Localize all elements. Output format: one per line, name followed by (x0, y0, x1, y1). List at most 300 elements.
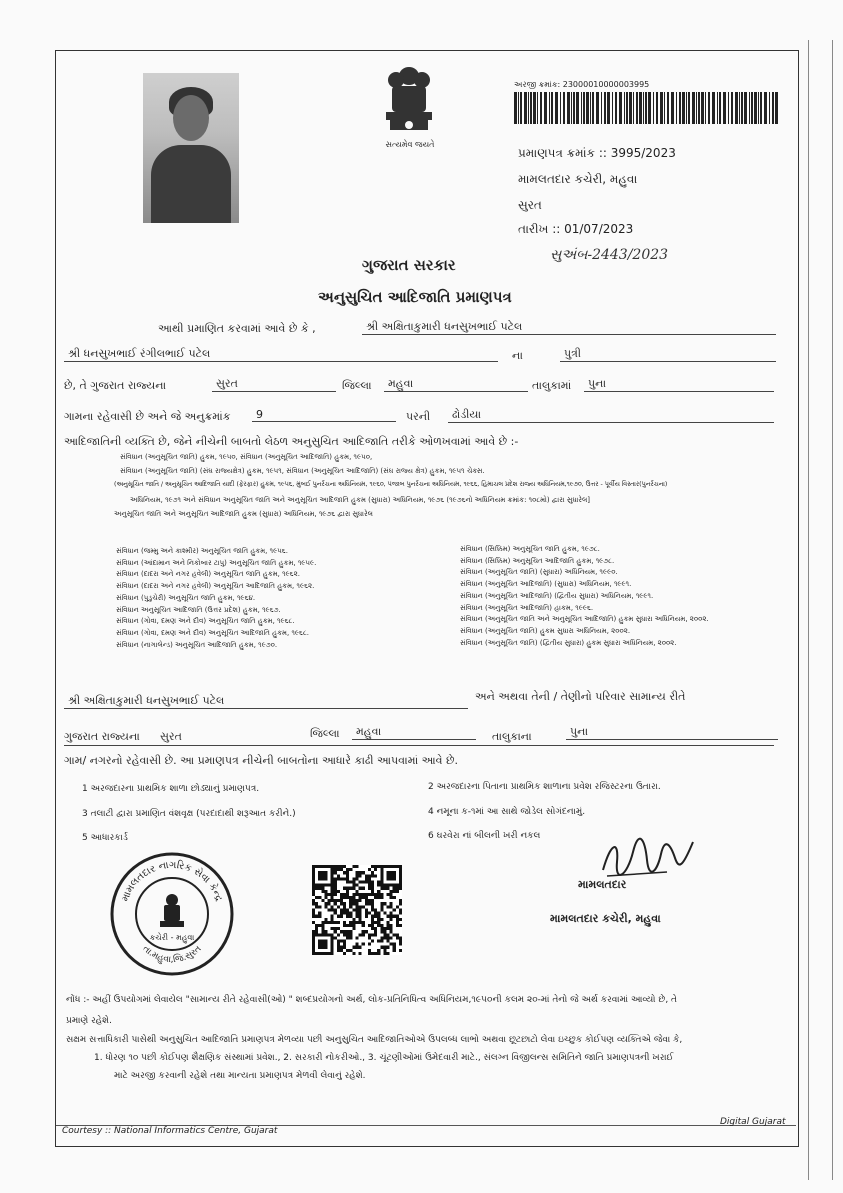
barcode-bar (667, 92, 669, 124)
qr-module (359, 946, 362, 949)
qr-module (371, 887, 374, 890)
qr-module (349, 933, 352, 936)
qr-module (349, 868, 352, 871)
qr-module (377, 918, 380, 921)
barcode-bar (739, 92, 740, 124)
qr-module (324, 930, 327, 933)
orders-right-column (460, 544, 709, 649)
government-title: ગુજરાત સરકાર (362, 256, 456, 274)
qr-module (362, 896, 365, 899)
qr-module (328, 921, 331, 924)
qr-module (374, 912, 377, 915)
qr-module (359, 874, 362, 877)
qr-module (368, 877, 371, 880)
qr-module (380, 936, 383, 939)
qr-module (380, 924, 383, 927)
qr-module (371, 893, 374, 896)
qr-module (386, 933, 389, 936)
qr-module (380, 893, 383, 896)
qr-module (368, 912, 371, 915)
qr-module (386, 871, 395, 880)
barcode-bar (671, 92, 674, 124)
qr-module (318, 887, 321, 890)
qr-module (371, 881, 374, 884)
seal-bottom-text: તા.મહુવા,જિ.સુરત (140, 944, 204, 966)
qr-module (352, 887, 355, 890)
qr-module (371, 915, 374, 918)
qr-module (390, 896, 393, 899)
qr-module (355, 899, 358, 902)
qr-module (368, 933, 371, 936)
qr-module (343, 933, 346, 936)
qr-module (334, 912, 337, 915)
note-line: 1. ધોરણ ૧૦ પછી કોઈપણ શૈક્ષણિક સંસ્થામાં પ્રવેશ., 2. સરકારી નોકરીઓ., 3. ચૂંટણીઓમાં ઉમેદવારી માટે., સંલગ્ન વિજીલન્સ સમિતિને જાતિ પ્રમાણપત્રની ખરાઈ (94, 1053, 674, 1063)
order-item: સંવિધાન (સિક્કિમ) અનુસૂચિત આદિજાતિ હુકમ, ૧૯૭૮. (460, 556, 615, 565)
qr-module (324, 890, 327, 893)
qr-module (377, 949, 380, 952)
qr-module (371, 905, 374, 908)
barcode-bar (769, 92, 770, 124)
qr-module (324, 902, 327, 905)
qr-module (315, 887, 318, 890)
qr-module (377, 881, 380, 884)
qr-module (390, 936, 393, 939)
qr-module (380, 908, 383, 911)
qr-module (340, 865, 343, 868)
qr-module (399, 939, 402, 942)
qr-module (331, 921, 334, 924)
seal-inner-text: કચેરી - મહુવા (149, 933, 195, 942)
qr-module (334, 877, 337, 880)
qr-module (399, 949, 402, 952)
barcode-bar (723, 92, 726, 124)
document-item: 6 ઘરવેરા નાં બીલની ખરી નકલ (428, 831, 541, 841)
footer-courtesy: Courtesy :: National Informatics Centre, Gujarat (62, 1126, 278, 1136)
qr-module (362, 893, 365, 896)
qr-module (374, 921, 377, 924)
qr-module (349, 936, 352, 939)
barcode-bar (524, 92, 527, 124)
qr-module (390, 924, 393, 927)
qr-module (349, 924, 352, 927)
of-label: ના (512, 349, 523, 362)
qr-module (390, 893, 393, 896)
qr-module (352, 924, 355, 927)
qr-module (377, 921, 380, 924)
qr-module (343, 896, 346, 899)
qr-module (334, 887, 337, 890)
barcode-bar (629, 92, 632, 124)
barcode-bar (560, 92, 561, 124)
qr-module (359, 871, 362, 874)
district-value: સુરત (212, 377, 336, 392)
qr-module (352, 884, 355, 887)
qr-module (359, 899, 362, 902)
qr-module (386, 921, 389, 924)
qr-module (377, 896, 380, 899)
qr-module (312, 899, 315, 902)
qr-module (380, 902, 383, 905)
qr-module (331, 890, 334, 893)
qr-module (334, 871, 337, 874)
qr-module (371, 918, 374, 921)
qr-module (399, 943, 402, 946)
residence-underline (64, 745, 774, 746)
qr-module (340, 868, 343, 871)
qr-module (371, 871, 374, 874)
qr-module (377, 939, 380, 942)
qr-module (312, 915, 315, 918)
qr-module (318, 939, 327, 948)
qr-module (390, 930, 393, 933)
qr-module (315, 927, 318, 930)
qr-module (337, 939, 340, 942)
qr-module (359, 881, 362, 884)
qr-module (343, 939, 346, 942)
qr-module (371, 927, 374, 930)
qr-module (396, 936, 399, 939)
barcode-bar (653, 92, 654, 124)
qr-module (390, 927, 393, 930)
qr-module (383, 927, 386, 930)
qr-module (328, 893, 331, 896)
qr-module (337, 915, 340, 918)
qr-module (321, 927, 324, 930)
qr-module (396, 918, 399, 921)
order-item: સંવિધાન (અનુસૂચિત આદિજાતિ) (સુધારા) અધિનિયમ, ૧૯૯૧. (460, 580, 632, 589)
qr-module (331, 927, 334, 930)
qr-module (331, 908, 334, 911)
qr-module (346, 893, 349, 896)
barcode-bar (563, 92, 565, 124)
barcode-bar (586, 92, 589, 124)
barcode-bar (573, 92, 575, 124)
qr-module (349, 881, 352, 884)
barcode-bar (664, 92, 665, 124)
qr-module (334, 865, 337, 868)
qr-module (349, 921, 352, 924)
barcode-bar (688, 92, 690, 124)
qr-code (312, 865, 402, 955)
barcode-bar (682, 92, 685, 124)
barcode-bar (604, 92, 606, 124)
qr-module (346, 868, 349, 871)
qr-module (331, 896, 334, 899)
qr-module (340, 930, 343, 933)
qr-module (371, 908, 374, 911)
qr-module (368, 943, 371, 946)
qr-module (355, 902, 358, 905)
qr-module (337, 921, 340, 924)
barcode-bar (633, 92, 634, 124)
qr-module (371, 890, 374, 893)
qr-module (321, 890, 324, 893)
footer-brand: Digital Gujarat (720, 1117, 786, 1127)
barcode-bar (571, 92, 572, 124)
qr-module (374, 927, 377, 930)
qr-module (340, 899, 343, 902)
qr-module (362, 887, 365, 890)
qr-module (324, 921, 327, 924)
barcode-bar (775, 92, 778, 124)
qr-module (383, 887, 386, 890)
qr-module (396, 915, 399, 918)
qr-module (386, 905, 389, 908)
qr-module (346, 912, 349, 915)
qr-module (368, 868, 371, 871)
qr-module (343, 877, 346, 880)
barcode-bar (626, 92, 628, 124)
document-item: 3 તલાટી દ્વારા પ્રમાણિત વંશવૃક્ષ (પરદાદાથી શરૂઆત કરીને.) (82, 809, 296, 819)
qr-module (346, 890, 349, 893)
order-intro-line: સંવિધાન (અનુસૂચિત જાતિ) (સંઘ રાજ્યક્ષેત્ર) હુકમ, ૧૯૫૧, સંવિધાન (અનુસૂચિત આદિજાતિ) (સંઘ રાજ્ય ક્ષેત્ર) હુકમ, ૧૯૫૧ ચેક્સ. (120, 467, 485, 475)
qr-module (343, 946, 346, 949)
qr-module (334, 893, 337, 896)
qr-module (396, 933, 399, 936)
qr-module (362, 871, 365, 874)
barcode-bar (676, 92, 677, 124)
qr-module (318, 924, 321, 927)
qr-module (334, 930, 337, 933)
qr-module (374, 896, 377, 899)
qr-module (328, 902, 331, 905)
qr-module (374, 915, 377, 918)
qr-module (377, 884, 380, 887)
qr-module (374, 874, 377, 877)
qr-module (315, 924, 318, 927)
qr-module (359, 896, 362, 899)
qr-module (334, 884, 337, 887)
qr-module (337, 874, 340, 877)
qr-module (346, 936, 349, 939)
qr-module (331, 915, 334, 918)
document-item: 2 અરજદારના પિતાના પ્રાથમિક શાળાના પ્રવેશ રજિસ્ટરના ઉતારા. (428, 782, 661, 792)
barcode-bar (705, 92, 706, 124)
qr-module (371, 874, 374, 877)
qr-module (346, 881, 349, 884)
qr-module (371, 952, 374, 955)
barcode-bar (698, 92, 700, 124)
barcode-bar (660, 92, 663, 124)
barcode-bar (583, 92, 585, 124)
serial-value: 9 (252, 408, 396, 422)
qr-module (374, 865, 377, 868)
qr-module (312, 893, 315, 896)
residence-taluka-label: તાલુકાના (492, 730, 532, 743)
qr-module (383, 952, 386, 955)
qr-module (312, 908, 315, 911)
qr-module (337, 946, 340, 949)
qr-module (386, 939, 389, 942)
qr-module (368, 952, 371, 955)
qr-module (355, 871, 358, 874)
barcode-bar (719, 92, 721, 124)
qr-module (346, 908, 349, 911)
barcode-bar (530, 92, 532, 124)
qr-module (331, 887, 334, 890)
qr-module (315, 915, 318, 918)
qr-module (340, 912, 343, 915)
qr-module (340, 877, 343, 880)
qr-module (380, 939, 383, 942)
qr-module (321, 887, 324, 890)
qr-module (371, 924, 374, 927)
residence-village-value: પુના (566, 725, 778, 740)
qr-module (380, 927, 383, 930)
qr-module (355, 905, 358, 908)
barcode-bar (533, 92, 536, 124)
qr-module (334, 881, 337, 884)
qr-module (340, 893, 343, 896)
family-text: અને અથવા તેની / તેણીનો પરિવાર સામાન્ય રીતે (475, 690, 686, 703)
qr-module (340, 908, 343, 911)
handwritten-reference: સુઅંબ-2443/2023 (550, 247, 669, 263)
signature-icon (597, 832, 697, 882)
qr-module (349, 902, 352, 905)
barcode-bar (749, 92, 750, 124)
barcode-bar (592, 92, 594, 124)
qr-module (349, 930, 352, 933)
qr-module (315, 902, 318, 905)
qr-module (331, 893, 334, 896)
qr-module (374, 868, 377, 871)
qr-module (324, 893, 327, 896)
barcode-bar (520, 92, 522, 124)
qr-module (383, 933, 386, 936)
qr-module (346, 949, 349, 952)
qr-module (337, 943, 340, 946)
order-item: સંવિધાન (અનુસૂચિત આદિજાતિ) હાકમ, ૧૯૯૬. (460, 603, 594, 612)
qr-module (312, 912, 315, 915)
svg-text:તા.મહુવા,જિ.સુરત (141, 944, 204, 965)
barcode-bar (636, 92, 638, 124)
qr-module (371, 899, 374, 902)
qr-module (349, 905, 352, 908)
qr-module (396, 890, 399, 893)
taluka-label: તાલુકામાં (532, 379, 572, 392)
barcode-bar (648, 92, 651, 124)
qr-module (318, 912, 321, 915)
qr-module (346, 930, 349, 933)
qr-module (380, 946, 383, 949)
scan-edge-line (808, 40, 809, 1180)
qr-module (340, 902, 343, 905)
qr-module (386, 924, 389, 927)
order-item: સંવિધાન (પુડુચેરી) અનુસૂચિત જાતિ હુકમ, ૧૯૬૪. (116, 593, 256, 602)
qr-module (396, 905, 399, 908)
barcode-bar (717, 92, 718, 124)
barcode-bar (601, 92, 602, 124)
issue-date: તારીખ :: 01/07/2023 (518, 222, 634, 236)
qr-module (318, 915, 321, 918)
qr-module (393, 887, 396, 890)
qr-module (368, 949, 371, 952)
certify-intro: આથી પ્રમાણિત કરવામાં આવે છે કે , (158, 322, 316, 335)
qr-module (383, 912, 386, 915)
qr-module (371, 865, 374, 868)
qr-module (377, 890, 380, 893)
barcode-bar (735, 92, 738, 124)
barcode-bar (549, 92, 550, 124)
qr-module (340, 896, 343, 899)
order-item: સંવિધાન (અનુસૂચિત આદિજાતિ) (દ્વિતીય સુધારા) અધિનિયમ, ૧૯૯૧. (460, 591, 654, 600)
qr-module (355, 874, 358, 877)
qr-module (359, 915, 362, 918)
qr-module (368, 924, 371, 927)
qr-module (399, 924, 402, 927)
issuing-office: મામલતદાર કચેરી, મહુવા (518, 172, 638, 186)
qr-module (355, 884, 358, 887)
qr-module (337, 899, 340, 902)
qr-module (343, 908, 346, 911)
state-prefix: છે, તે ગુજરાત રાજ્યના (64, 379, 167, 392)
qr-module (380, 930, 383, 933)
qr-module (365, 877, 368, 880)
qr-module (352, 893, 355, 896)
qr-module (346, 887, 349, 890)
order-item: સંવિધાન (અનુસૂચિત જાતિ) (સુધારા) અધિનિયમ, ૧૯૯૦. (460, 568, 618, 577)
qr-module (390, 890, 393, 893)
order-item: સંવિધાન અનુસૂચિત આદિજાતિ (ઉત્તર પ્રદેશ) હુકમ, ૧૯૬૭. (116, 605, 281, 614)
qr-module (371, 902, 374, 905)
national-emblem-icon (378, 62, 440, 136)
qr-module (349, 949, 352, 952)
qr-module (352, 899, 355, 902)
qr-module (362, 921, 365, 924)
qr-module (399, 902, 402, 905)
barcode-bar (741, 92, 743, 124)
qr-module (343, 943, 346, 946)
qr-module (393, 949, 396, 952)
qr-module (349, 896, 352, 899)
order-intro-line: (અનુસૂચિત જાતિ / અનુસૂચિત આદિજાતિ યાદી (ફેરફાર) હુકમ, ૧૯૫૬, મુંબઈ પુનર્રચના અધિનિયમ, ૧૯૬૦, પંજાબ પુનર્રચના અધિનિયમ, ૧૯૬૬, હિમાચલ પ્રદેશ રાજ્ય અધિનિયમ,૧૯૭૦, ઉત્તર - પૂર્વીય વિસ્તાર(પુનર્રચના) (114, 481, 668, 488)
qr-module (334, 868, 337, 871)
qr-module (362, 905, 365, 908)
qr-module (349, 887, 352, 890)
order-item: સંવિધાન (જમ્મુ અને કાશ્મીર) અનુસૂચિત જાતિ હુકમ, ૧૯૫૬. (116, 547, 288, 555)
order-item: સંવિધાન (અનુસૂચિત જાતિ અને અનુસૂચિત આદિજાતિ) હુકમ સુધારા અધિનિયમ, ૨૦૦૨. (460, 615, 709, 624)
qr-module (396, 921, 399, 924)
issuing-district: સુરત (518, 198, 542, 212)
qr-module (359, 908, 362, 911)
qr-module (349, 912, 352, 915)
qr-module (346, 874, 349, 877)
qr-module (399, 899, 402, 902)
barcode-bar (537, 92, 538, 124)
qr-module (390, 902, 393, 905)
qr-module (399, 936, 402, 939)
qr-module (328, 908, 331, 911)
tribe-label: પરની (406, 410, 431, 423)
barcode-bar (708, 92, 710, 124)
qr-module (383, 949, 386, 952)
order-item: સંવિધાન (અનુસૂચિત જાતિ) હુકમ સુધારા અધિનિયમ, ૨૦૦૨. (460, 626, 631, 635)
application-number: અરજી ક્રમાંક: 23000010000003995 (514, 80, 650, 89)
qr-module (355, 946, 358, 949)
qr-module (334, 908, 337, 911)
qr-module (355, 915, 358, 918)
qr-module (359, 952, 362, 955)
qr-module (355, 912, 358, 915)
qr-module (365, 930, 368, 933)
qr-module (365, 908, 368, 911)
barcode-bar (540, 92, 542, 124)
qr-module (371, 933, 374, 936)
qr-module (371, 884, 374, 887)
qr-module (352, 881, 355, 884)
qr-module (355, 893, 358, 896)
qr-module (386, 936, 389, 939)
